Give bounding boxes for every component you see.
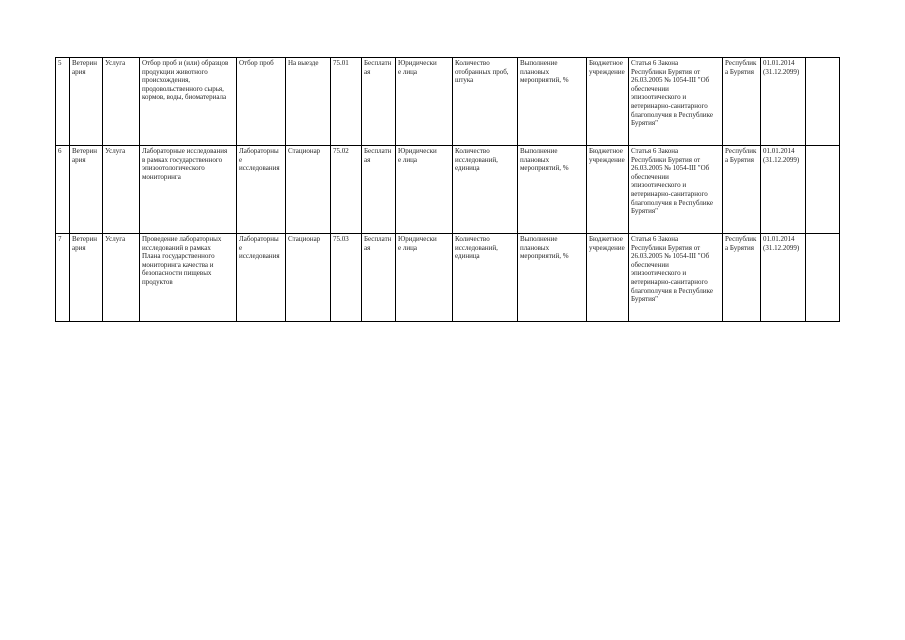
content-cell: Лабораторны е исследования xyxy=(237,234,286,322)
dates-cell: 01.01.2014 (31.12.2099) xyxy=(761,146,806,234)
volume-indicator-cell: Количество отобранных проб, штука xyxy=(453,58,518,146)
consumers-cell: Юридически е лица xyxy=(396,58,453,146)
service-name-cell: Отбор проб и (или) образцов продукции животного происхождения, продовольственного сырья, кормов, воды, биоматериала xyxy=(140,58,237,146)
quality-indicator-cell: Выполнение плановых мероприятий, % xyxy=(518,234,587,322)
row-number-cell: 7 xyxy=(56,234,70,322)
condition-cell: Стационар xyxy=(286,146,331,234)
volume-indicator-cell: Количество исследований, единица xyxy=(453,234,518,322)
extra-cell xyxy=(806,146,840,234)
volume-indicator-cell: Количество исследований, единица xyxy=(453,146,518,234)
region-cell: Республик а Бурятия xyxy=(723,234,761,322)
extra-cell xyxy=(806,58,840,146)
legal-basis-cell: Статья 6 Закона Республики Бурятия от 26.03.2005 № 1054-III "Об обеспечении эпизоотического и ветеринарно-санитарного благополучия в Республике Бурятия" xyxy=(629,58,723,146)
payment-cell: Бесплатная xyxy=(362,234,396,322)
dates-cell: 01.01.2014 (31.12.2099) xyxy=(761,234,806,322)
service-name-cell: Лабораторные исследования в рамках государственного эпизоотологического мониторинга xyxy=(140,146,237,234)
legal-basis-cell: Статья 6 Закона Республики Бурятия от 26.03.2005 № 1054-III "Об обеспечении эпизоотического и ветеринарно-санитарного благополучия в Республике Бурятия" xyxy=(629,146,723,234)
region-cell: Республик а Бурятия xyxy=(723,58,761,146)
payment-cell: Бесплатная xyxy=(362,146,396,234)
payment-cell: Бесплатная xyxy=(362,58,396,146)
region-cell: Республик а Бурятия xyxy=(723,146,761,234)
sphere-cell: Ветерин ария xyxy=(70,234,103,322)
code-cell: 75.02 xyxy=(331,146,362,234)
sphere-cell: Ветерин ария xyxy=(70,58,103,146)
code-cell: 75.01 xyxy=(331,58,362,146)
services-registry-table xyxy=(55,57,840,322)
row-number-cell: 5 xyxy=(56,58,70,146)
row-number-cell: 6 xyxy=(56,146,70,234)
table-row xyxy=(56,146,840,234)
code-cell: 75.03 xyxy=(331,234,362,322)
condition-cell: Стационар xyxy=(286,234,331,322)
quality-indicator-cell: Выполнение плановых мероприятий, % xyxy=(518,58,587,146)
kind-cell: Услуга xyxy=(103,234,140,322)
content-cell: Отбор проб xyxy=(237,58,286,146)
institution-type-cell: Бюджетное учреждение xyxy=(587,58,629,146)
institution-type-cell: Бюджетное учреждение xyxy=(587,146,629,234)
sphere-cell: Ветерин ария xyxy=(70,146,103,234)
kind-cell: Услуга xyxy=(103,58,140,146)
legal-basis-cell: Статья 6 Закона Республики Бурятия от 26.03.2005 № 1054-III "Об обеспечении эпизоотического и ветеринарно-санитарного благополучия в Республике Бурятия" xyxy=(629,234,723,322)
service-name-cell: Проведение лабораторных исследований в рамках Плана государственного мониторинга качества и безопасности пищевых продуктов xyxy=(140,234,237,322)
table-row xyxy=(56,58,840,146)
dates-cell: 01.01.2014 (31.12.2099) xyxy=(761,58,806,146)
condition-cell: На выезде xyxy=(286,58,331,146)
kind-cell: Услуга xyxy=(103,146,140,234)
institution-type-cell: Бюджетное учреждение xyxy=(587,234,629,322)
consumers-cell: Юридически е лица xyxy=(396,234,453,322)
extra-cell xyxy=(806,234,840,322)
table-row xyxy=(56,234,840,322)
content-cell: Лабораторны е исследования xyxy=(237,146,286,234)
quality-indicator-cell: Выполнение плановых мероприятий, % xyxy=(518,146,587,234)
consumers-cell: Юридически е лица xyxy=(396,146,453,234)
